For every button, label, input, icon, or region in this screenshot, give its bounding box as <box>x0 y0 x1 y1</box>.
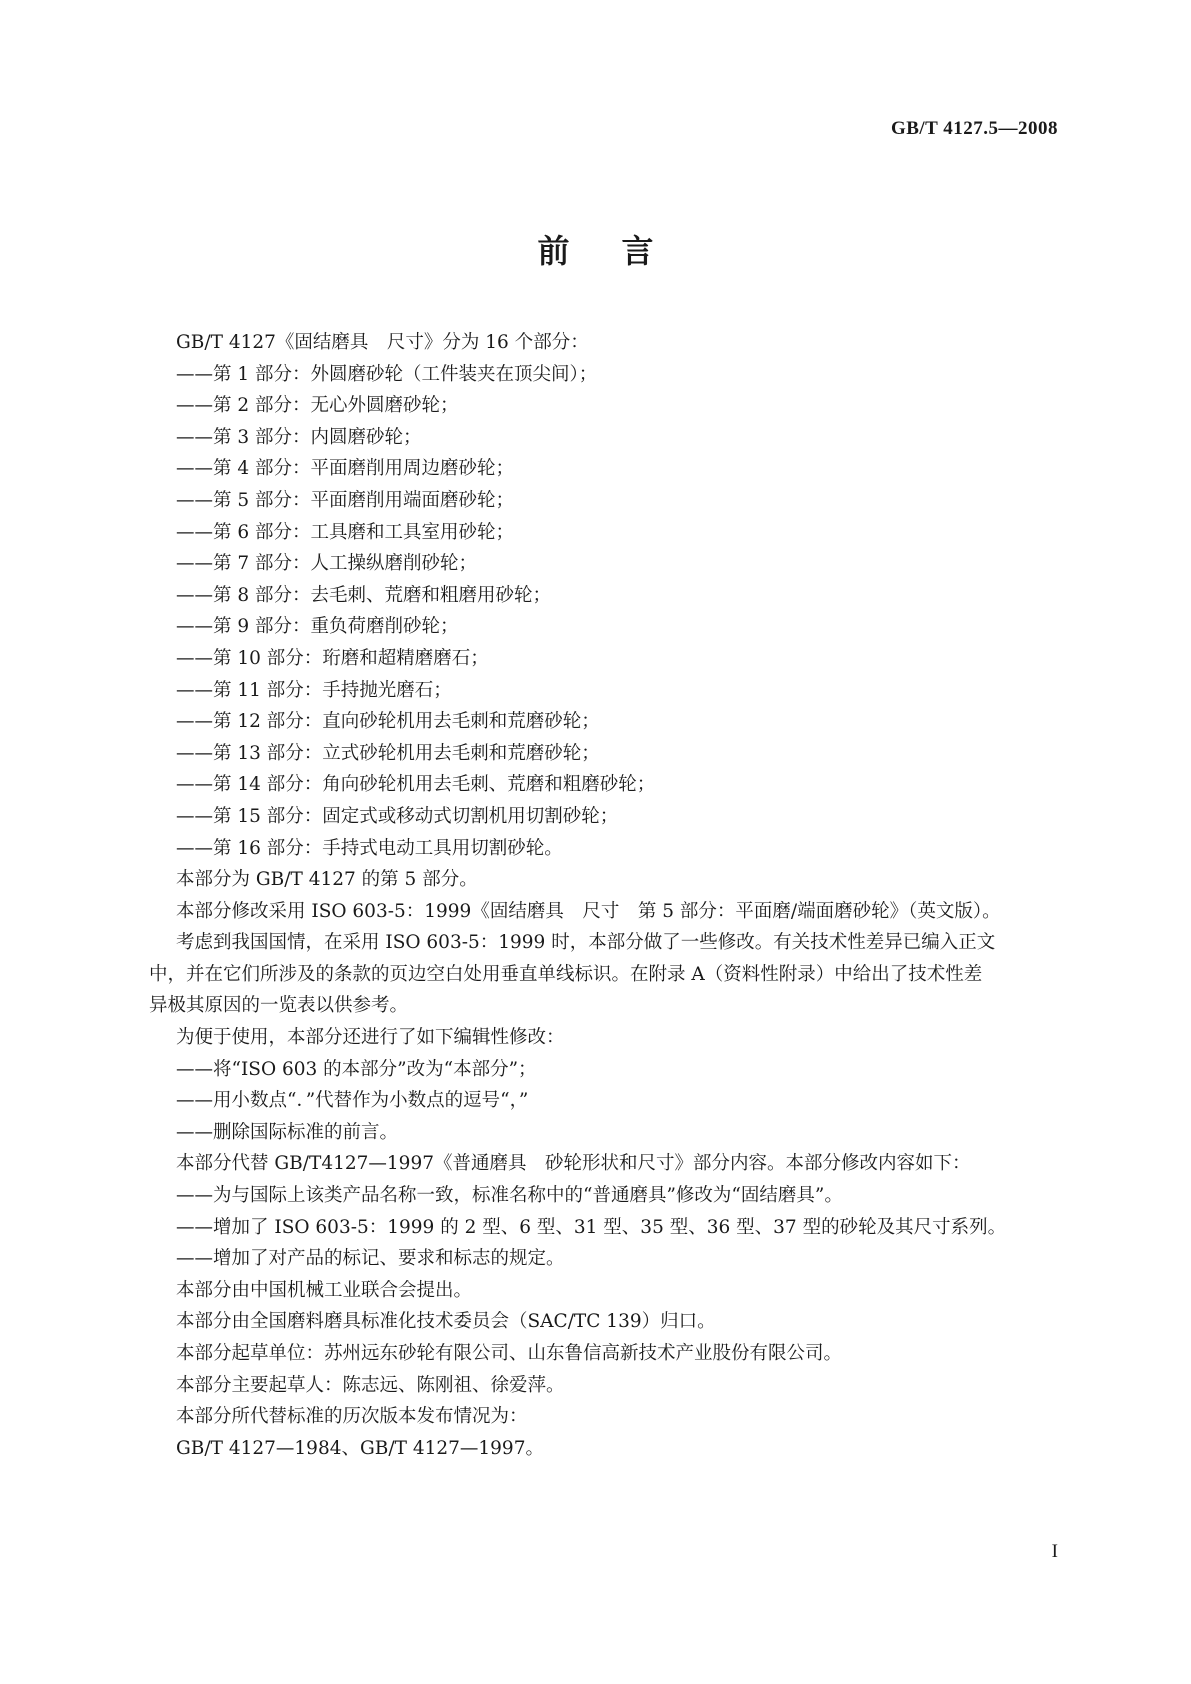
part-item: ——第 3 部分：内圆磨砂轮； <box>176 426 422 448</box>
adoption-line: 本部分修改采用 ISO 603-5：1999《固结磨具 尺寸 第 5 部分：平面磨/端面磨砂轮》（英文版）。 <box>176 900 1001 922</box>
history-line: GB/T 4127—1984、GB/T 4127—1997。 <box>176 1437 544 1459</box>
part-item: ——第 14 部分：角向砂轮机用去毛刺、荒磨和粗磨砂轮； <box>176 774 656 796</box>
proposed-by-line: 本部分由中国机械工业联合会提出。 <box>176 1279 473 1301</box>
editorial-item: ——将“ISO 603 的本部分”改为“本部分”； <box>176 1058 537 1080</box>
part-item: ——第 6 部分：工具磨和工具室用砂轮； <box>176 521 515 543</box>
change-item: ——增加了 ISO 603-5：1999 的 2 型、6 型、31 型、35 型、36 型、37 型的砂轮及其尺寸系列。 <box>176 1216 1007 1238</box>
part-item: ——第 8 部分：去毛刺、荒磨和粗磨用砂轮； <box>176 584 552 606</box>
part-item: ——第 12 部分：直向砂轮机用去毛刺和荒磨砂轮； <box>176 711 600 733</box>
drafters-line: 本部分主要起草人：陈志远、陈刚祖、徐爱萍。 <box>176 1374 565 1396</box>
parts-list <box>176 359 1056 865</box>
centralized-by-line: 本部分由全国磨料磨具标准化技术委员会（SAC/TC 139）归口。 <box>176 1311 716 1333</box>
change-item: ——为与国际上该类产品名称一致，标准名称中的“普通磨具”修改为“固结磨具”。 <box>176 1185 843 1207</box>
foreword-body <box>149 327 1056 1464</box>
part-item: ——第 9 部分：重负荷磨削砂轮； <box>176 616 459 638</box>
page-number: I <box>1051 1541 1058 1562</box>
part-item: ——第 5 部分：平面磨削用端面磨砂轮； <box>176 489 515 511</box>
part-item: ——第 11 部分：手持抛光磨石； <box>176 679 452 701</box>
part-item: ——第 1 部分：外圆磨砂轮（工件装夹在顶尖间）； <box>176 363 598 385</box>
editorial-item: ——删除国际标准的前言。 <box>176 1121 399 1143</box>
part-item: ——第 10 部分：珩磨和超精磨磨石； <box>176 647 489 669</box>
national-conditions-paragraph <box>149 927 1056 1022</box>
standard-number: GB/T 4127.5—2008 <box>890 118 1058 139</box>
part-item: ——第 2 部分：无心外圆磨砂轮； <box>176 395 459 417</box>
paragraph-line: 中，并在它们所涉及的条款的页边空白处用垂直单线标识。在附录 A（资料性附录）中给出了技术性差 <box>149 963 983 985</box>
part-item: ——第 13 部分：立式砂轮机用去毛刺和荒磨砂轮； <box>176 742 600 764</box>
intro-line: GB/T 4127《固结磨具 尺寸》分为 16 个部分： <box>176 332 589 353</box>
part-item: ——第 4 部分：平面磨削用周边磨砂轮； <box>176 458 515 480</box>
paragraph-line: 考虑到我国国情，在采用 ISO 603-5：1999 时，本部分做了一些修改。有关技术性差异已编入正文 <box>176 932 996 954</box>
drafting-units-line: 本部分起草单位：苏州远东砂轮有限公司、山东鲁信高新技术产业股份有限公司。 <box>176 1343 843 1364</box>
editorial-item: ——用小数点“．”代替作为小数点的逗号“，” <box>176 1090 529 1112</box>
change-item: ——增加了对产品的标记、要求和标志的规定。 <box>176 1248 565 1270</box>
part-item: ——第 7 部分：人工操纵磨削砂轮； <box>176 553 478 575</box>
history-intro-line: 本部分所代替标准的历次版本发布情况为： <box>176 1406 528 1428</box>
page-title: 前言 <box>537 232 706 270</box>
paragraph-line: 异极其原因的一览表以供参考。 <box>149 995 409 1017</box>
part-item: ——第 16 部分：手持式电动工具用切割砂轮。 <box>176 837 563 859</box>
part-item: ——第 15 部分：固定式或移动式切割机用切割砂轮； <box>176 805 619 827</box>
this-part-line: 本部分为 GB/T 4127 的第 5 部分。 <box>176 869 478 891</box>
changes-list <box>176 1180 1056 1275</box>
replaces-line: 本部分代替 GB/T4127—1997《普通磨具 砂轮形状和尺寸》部分内容。本部分修改内容如下： <box>176 1153 971 1175</box>
editorial-intro-line: 为便于使用，本部分还进行了如下编辑性修改： <box>176 1027 565 1049</box>
editorial-list <box>176 1054 1056 1149</box>
